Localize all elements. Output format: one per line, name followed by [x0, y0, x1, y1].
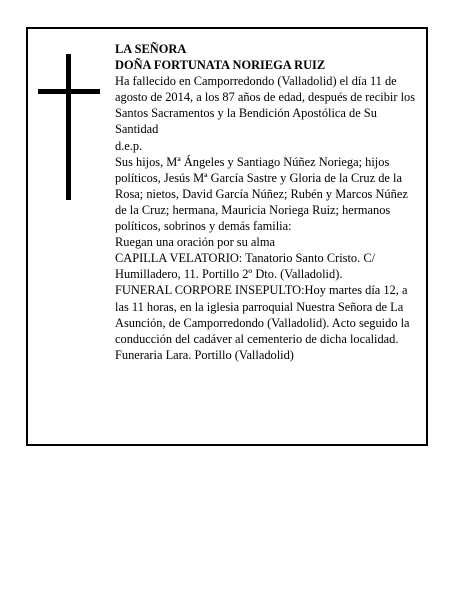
cross-horizontal-bar — [38, 89, 100, 94]
cross-icon — [38, 54, 100, 200]
funeral-info: FUNERAL CORPORE INSEPULTO:Hoy martes día 12, a las 11 horas, en la iglesia parroquial Nuestra Señora de La Asunción, de Camporredondo (Valladolid). Acto seguido la conducción del cadáver al cementerio de dicha localidad. — [115, 283, 410, 346]
obituary-notice — [26, 27, 428, 446]
prayer-request: Ruegan una oración por su alma — [115, 235, 275, 250]
obituary-text — [115, 41, 421, 363]
chapel-info: CAPILLA VELATORIO: Tanatorio Santo Cristo. C/ Humilladero, 11. Portillo 2º Dto. (Valladolid). — [115, 251, 376, 282]
funeral-home: Funeraria Lara. Portillo (Valladolid) — [115, 347, 294, 362]
deceased-name: DOÑA FORTUNATA NORIEGA RUIZ — [115, 58, 326, 73]
death-announcement: Ha fallecido en Camporredondo (Valladolid) el día 11 de agosto de 2014, a los 87 años de edad, después de recibir los Santos Sacramentos y la Bendición Apostólica de Su Santidad — [115, 74, 416, 137]
family-list: Sus hijos, Mª Ángeles y Santiago Núñez Noriega; hijos políticos, Jesús Mª García Sastre y Gloria de la Cruz de la Rosa; nietos, David García Núñez; Rubén y Marcos Núñez de la Cruz; hermana, Mauricia Noriega Ruiz; hermanos políticos, sobrinos y demás familia: — [115, 154, 408, 234]
cross-vertical-bar — [66, 54, 71, 200]
dep-abbreviation: d.e.p. — [115, 138, 143, 153]
notice-title: LA SEÑORA — [115, 42, 187, 56]
